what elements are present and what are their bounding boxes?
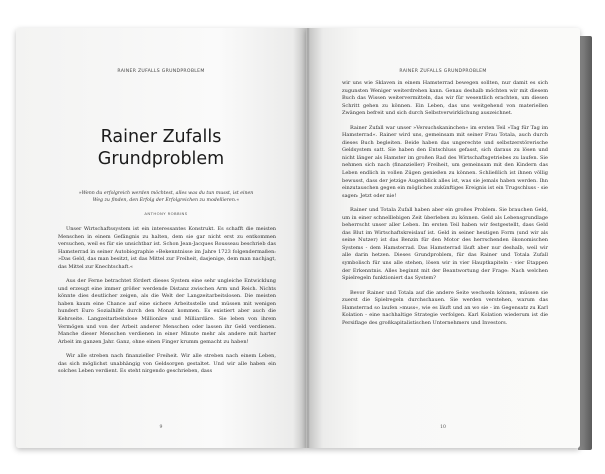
open-book: [14, 20, 592, 450]
paragraph: Unser Wirtschaftssystem ist ein interessantes Konstrukt. Es schafft die meisten Menschen in einem Gefängnis zu halten, dem sie gar nicht erst zu entkommen versuchen, weil es für sie unsichtbar ist. Schon Jean-Jacques Rousseau beschrieb das Hamsterrad in seiner Autobiographie »Bekenntnisse im Jahre 1723 folgendermaßen: »Das Geld, das man besitzt, ist das Mittel zur Freiheit, dasjenige, dem man nachjagt, das Mittel zur Knechtschaft.«: [58, 226, 276, 270]
chapter-title: [16, 126, 306, 170]
epigraph-quote: »Wenn du erfolgreich werden möchtest, alles was du tun musst, ist einen Weg zu finden, den Erfolg der Erfolgreichen zu modellieren.«: [78, 191, 254, 204]
right-page-body: [342, 80, 548, 334]
paragraph: wir uns wie Sklaven in einem Hamsterrad bewegen sollten, nur damit es sich zugunsten Weniger weiterdrehen kann. Genau deshalb möchten wir mit diesem Buch das Wissen weitervermitteln, das wir für wesentlich erachten, um diesen Schritt gehen zu können. Ein Leben, das uns weitgehend von materiellen Zwängen befreit und sich durch Selbstverwirklichung auszeichnet.: [342, 80, 548, 117]
epigraph-author: ANTHONY ROBBINS: [144, 211, 188, 216]
paragraph: Wir alle streben nach finanzieller Freiheit. Wir alle streben nach einem Leben, das sich möglichst unabhängig von Geldsorgen gestaltet. Und wir alle haben ein solches Leben verdient. Es steht nirgendo geschrieben, dass: [58, 353, 276, 375]
running-head: RAINER ZUFALLS GRUNDPROBLEM: [399, 69, 487, 74]
paragraph: Bevor Rainer und Totala auf die andere Seite wechseln können, müssen sie zuerst die Spielregeln durchschauen. Sie werden verstehen, warum das Hamsterrad so laufen »muss«, wie es läuft und an wo sie - im Gegensatz zu Karl Kolation - eine nachhaltige Strategie verfolgen. Karl Kolation wiederum ist die Persiflage des großkapitalistischen Unternehmers und Investors.: [342, 289, 548, 326]
book-page-edges: [578, 36, 592, 450]
paragraph: Aus der Ferne betrachtet fördert dieses System eine sehr ungleiche Entwicklung und erzeugt eine immer größer werdende Distanz zwischen Arm und Reich. Nichts könnte dies deutlicher zeigen, als die Welt der Langzeitarbeitslosen. Die meisten haben kaum eine Chance auf eine sichere Arbeitsstelle und müssen mit wenigen hundert Euro Sozialhilfe durch den Monat kommen. Es existiert aber auch die Kehrseite. Langzeitarbeitslose Millionäre und Milliardäre. Sie leben von ihrem Vermögen und von der Arbeit anderer Menschen oder lassen ihr Geld verdienen. Manche dieser Menschen verdienen in einer Minute mehr als andere mit harter Arbeit im ganzen Jahr. Ganz, ohne einen Finger krumm gemacht zu haben!: [58, 278, 276, 345]
page-number: 9: [159, 425, 163, 430]
running-head: RAINER ZUFALLS GRUNDPROBLEM: [117, 69, 205, 74]
left-page: [16, 28, 306, 448]
chapter-title-line-2: Grundproblem: [97, 149, 225, 169]
page-number: 10: [440, 425, 446, 430]
chapter-title-line-1: Rainer Zufalls: [100, 127, 222, 147]
left-page-body: [58, 226, 276, 383]
right-page: [306, 28, 580, 448]
paragraph: Rainer Zufall war unser »Versuchskaninchen« im ersten Teil »Tag für Tag im Hamsterrad«. Rainer wird uns, gemeinsam mit seiner Frau Totala, auch durch dieses Buch begleiten. Beide haben das ungerechte und selbstzerstörerische Geldsystem satt. Sie haben den Entschluss gefasst, sich daraus zu lösen und nicht länger als Hamster im großen Rad des Wirtschaftsgetriebes zu laufen. Sie nehmen sich nach (finanzieller) Freiheit, um gemeinsam mit den Kindern das Leben endlich in vollen Zügen genießen zu können. Schließlich ist ihnen völlig bewusst, dass der jetzige Augenblick alles ist, was sie jemals haben werden. Ihn einzutauschen gegen ein mögliches zukünftiges Ereignis ist ein Trugschluss - sie sagen: Jetzt oder nie!: [342, 124, 548, 199]
paragraph: Rainer und Totala Zufall haben aber ein großes Problem. Sie brauchen Geld, um in einer schnelllebigen Zeit überleben zu können. Geld als Lebensgrundlage beherrscht unser aller Leben. Im ersten Teil haben wir festgestellt, dass Geld das Blut im Wirtschaftskreislauf ist. Geld in seiner heutigen Form (und wir als seine Nutzer) ist das Benzin für den Motor des herrschenden ökonomischen Systems - dem Hamsterrad. Das Hamsterrad läuft aber nur deshalb, weil wir alle darin hetzen. Dieses Grundproblem, für das Rainer und Totala Zufall symbolisch für uns alle stehen, lösen wir in vier Hauptkapiteln - vier Etappen der Erkenntnis. Alles beginnt mit der Beantwortung der Frage: Nach welchen Spielregeln funktioniert das System?: [342, 207, 548, 282]
book-spine-shadow: [293, 28, 323, 448]
